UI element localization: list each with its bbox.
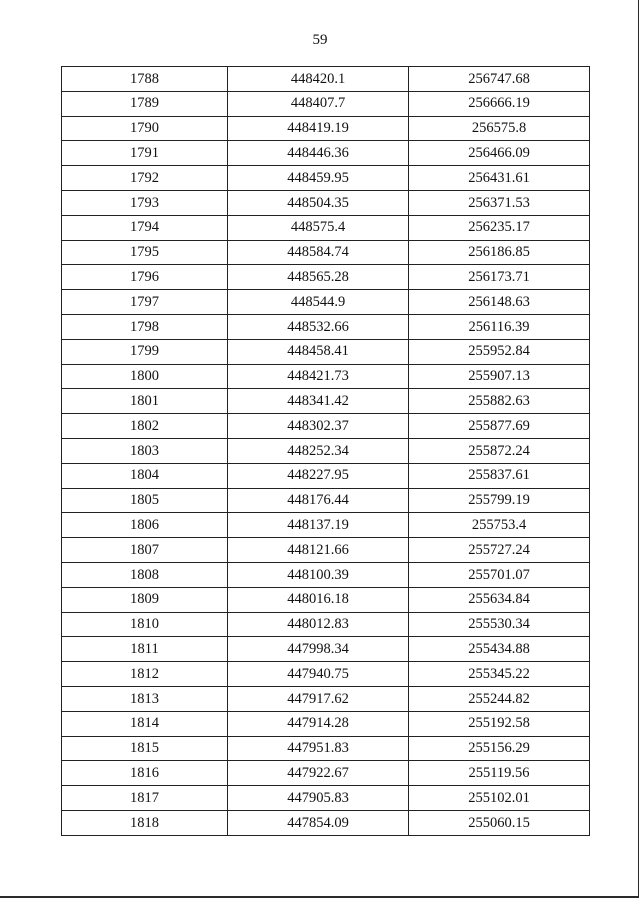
table-row — [62, 414, 590, 439]
y-coordinate-cell: 255727.24 — [409, 538, 590, 563]
table-row — [62, 215, 590, 240]
table-row — [62, 513, 590, 538]
x-coordinate-cell: 448302.37 — [228, 414, 409, 439]
table-row — [62, 339, 590, 364]
table-row — [62, 587, 590, 612]
y-coordinate-cell: 255837.61 — [409, 463, 590, 488]
y-coordinate-cell: 255872.24 — [409, 438, 590, 463]
table-row — [62, 736, 590, 761]
table-row — [62, 166, 590, 191]
y-coordinate-cell: 256431.61 — [409, 166, 590, 191]
x-coordinate-cell: 448459.95 — [228, 166, 409, 191]
table-row — [62, 438, 590, 463]
point-number-cell: 1791 — [62, 141, 228, 166]
table-row — [62, 141, 590, 166]
x-coordinate-cell: 448544.9 — [228, 290, 409, 315]
y-coordinate-cell: 256466.09 — [409, 141, 590, 166]
x-coordinate-cell: 447905.83 — [228, 786, 409, 811]
x-coordinate-cell: 448227.95 — [228, 463, 409, 488]
x-coordinate-cell: 448504.35 — [228, 190, 409, 215]
y-coordinate-cell: 256575.8 — [409, 116, 590, 141]
table-row — [62, 364, 590, 389]
point-number-cell: 1814 — [62, 711, 228, 736]
y-coordinate-cell: 256235.17 — [409, 215, 590, 240]
y-coordinate-cell: 256116.39 — [409, 314, 590, 339]
y-coordinate-cell: 255119.56 — [409, 761, 590, 786]
y-coordinate-cell: 255634.84 — [409, 587, 590, 612]
table-row — [62, 488, 590, 513]
table-row — [62, 91, 590, 116]
table-row — [62, 116, 590, 141]
point-number-cell: 1813 — [62, 686, 228, 711]
x-coordinate-cell: 448565.28 — [228, 265, 409, 290]
point-number-cell: 1815 — [62, 736, 228, 761]
x-coordinate-cell: 448575.4 — [228, 215, 409, 240]
table-row — [62, 538, 590, 563]
y-coordinate-cell: 255952.84 — [409, 339, 590, 364]
y-coordinate-cell: 255701.07 — [409, 562, 590, 587]
x-coordinate-cell: 447854.09 — [228, 810, 409, 835]
table-row — [62, 612, 590, 637]
x-coordinate-cell: 447951.83 — [228, 736, 409, 761]
point-number-cell: 1806 — [62, 513, 228, 538]
x-coordinate-cell: 448420.1 — [228, 67, 409, 92]
point-number-cell: 1789 — [62, 91, 228, 116]
table-row — [62, 389, 590, 414]
table-row — [62, 637, 590, 662]
x-coordinate-cell: 448446.36 — [228, 141, 409, 166]
x-coordinate-cell: 448458.41 — [228, 339, 409, 364]
x-coordinate-cell: 448421.73 — [228, 364, 409, 389]
point-number-cell: 1794 — [62, 215, 228, 240]
y-coordinate-cell: 256371.53 — [409, 190, 590, 215]
point-number-cell: 1810 — [62, 612, 228, 637]
x-coordinate-cell: 448121.66 — [228, 538, 409, 563]
table-row — [62, 711, 590, 736]
point-number-cell: 1801 — [62, 389, 228, 414]
point-number-cell: 1792 — [62, 166, 228, 191]
x-coordinate-cell: 447940.75 — [228, 662, 409, 687]
x-coordinate-cell: 448100.39 — [228, 562, 409, 587]
point-number-cell: 1803 — [62, 438, 228, 463]
y-coordinate-cell: 255156.29 — [409, 736, 590, 761]
point-number-cell: 1795 — [62, 240, 228, 265]
table-row — [62, 662, 590, 687]
y-coordinate-cell: 256186.85 — [409, 240, 590, 265]
coordinates-table-body — [62, 67, 590, 836]
y-coordinate-cell: 256747.68 — [409, 67, 590, 92]
point-number-cell: 1812 — [62, 662, 228, 687]
y-coordinate-cell: 255799.19 — [409, 488, 590, 513]
y-coordinate-cell: 256173.71 — [409, 265, 590, 290]
y-coordinate-cell: 255345.22 — [409, 662, 590, 687]
y-coordinate-cell: 256666.19 — [409, 91, 590, 116]
y-coordinate-cell: 255753.4 — [409, 513, 590, 538]
point-number-cell: 1807 — [62, 538, 228, 563]
table-row — [62, 265, 590, 290]
x-coordinate-cell: 447998.34 — [228, 637, 409, 662]
table-row — [62, 290, 590, 315]
point-number-cell: 1817 — [62, 786, 228, 811]
x-coordinate-cell: 448252.34 — [228, 438, 409, 463]
table-row — [62, 314, 590, 339]
point-number-cell: 1802 — [62, 414, 228, 439]
point-number-cell: 1799 — [62, 339, 228, 364]
table-row — [62, 67, 590, 92]
x-coordinate-cell: 448016.18 — [228, 587, 409, 612]
x-coordinate-cell: 448419.19 — [228, 116, 409, 141]
point-number-cell: 1808 — [62, 562, 228, 587]
point-number-cell: 1818 — [62, 810, 228, 835]
x-coordinate-cell: 447914.28 — [228, 711, 409, 736]
table-row — [62, 190, 590, 215]
x-coordinate-cell: 448407.7 — [228, 91, 409, 116]
table-row — [62, 686, 590, 711]
x-coordinate-cell: 448176.44 — [228, 488, 409, 513]
y-coordinate-cell: 255434.88 — [409, 637, 590, 662]
table-row — [62, 463, 590, 488]
y-coordinate-cell: 255530.34 — [409, 612, 590, 637]
x-coordinate-cell: 448532.66 — [228, 314, 409, 339]
point-number-cell: 1811 — [62, 637, 228, 662]
point-number-cell: 1800 — [62, 364, 228, 389]
x-coordinate-cell: 448137.19 — [228, 513, 409, 538]
point-number-cell: 1797 — [62, 290, 228, 315]
table-row — [62, 786, 590, 811]
point-number-cell: 1790 — [62, 116, 228, 141]
y-coordinate-cell: 256148.63 — [409, 290, 590, 315]
x-coordinate-cell: 447917.62 — [228, 686, 409, 711]
page-number: 59 — [312, 32, 328, 48]
table-row — [62, 240, 590, 265]
point-number-cell: 1793 — [62, 190, 228, 215]
table-row — [62, 562, 590, 587]
y-coordinate-cell: 255244.82 — [409, 686, 590, 711]
y-coordinate-cell: 255877.69 — [409, 414, 590, 439]
x-coordinate-cell: 448341.42 — [228, 389, 409, 414]
y-coordinate-cell: 255102.01 — [409, 786, 590, 811]
y-coordinate-cell: 255192.58 — [409, 711, 590, 736]
point-number-cell: 1804 — [62, 463, 228, 488]
table-row — [62, 810, 590, 835]
point-number-cell: 1788 — [62, 67, 228, 92]
point-number-cell: 1805 — [62, 488, 228, 513]
coordinates-table — [61, 66, 590, 836]
y-coordinate-cell: 255882.63 — [409, 389, 590, 414]
x-coordinate-cell: 448012.83 — [228, 612, 409, 637]
point-number-cell: 1809 — [62, 587, 228, 612]
table-row — [62, 761, 590, 786]
point-number-cell: 1816 — [62, 761, 228, 786]
point-number-cell: 1798 — [62, 314, 228, 339]
y-coordinate-cell: 255907.13 — [409, 364, 590, 389]
x-coordinate-cell: 448584.74 — [228, 240, 409, 265]
y-coordinate-cell: 255060.15 — [409, 810, 590, 835]
point-number-cell: 1796 — [62, 265, 228, 290]
x-coordinate-cell: 447922.67 — [228, 761, 409, 786]
